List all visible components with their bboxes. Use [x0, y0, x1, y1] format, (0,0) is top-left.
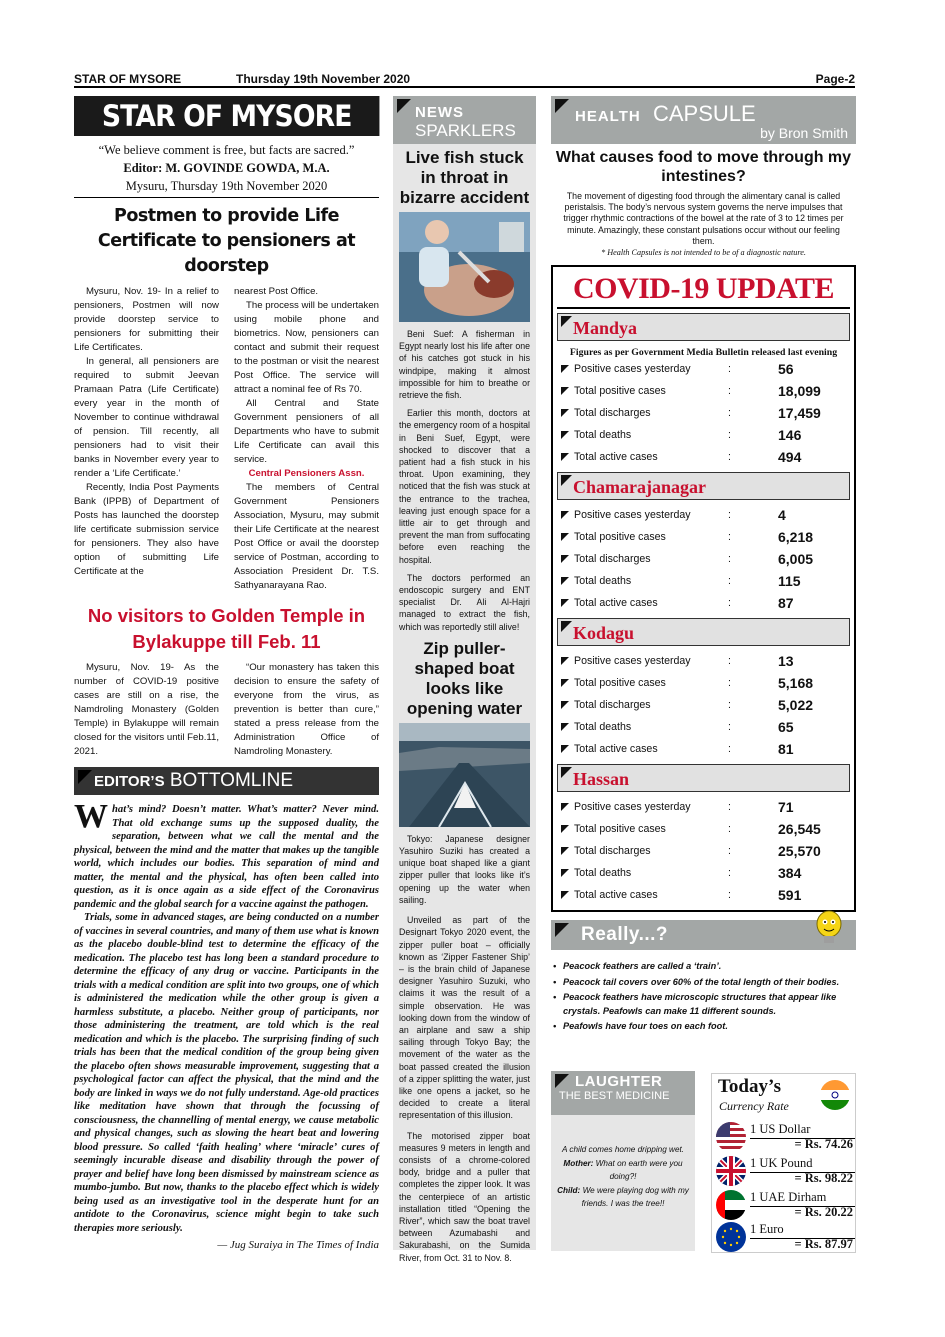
right-column: [551, 96, 856, 1036]
stat-value: 81: [778, 741, 794, 758]
story-paragraph: The doctors performed an endoscopic surgery and ENT specialist Dr. Ali Al-Hajri managed to extract the fish, which was reportedly still alive!: [399, 572, 530, 632]
paper-name: STAR OF MYSORE: [74, 72, 182, 86]
stat-value: 18,099: [778, 383, 821, 400]
stat-value: 71: [778, 799, 794, 816]
stat-colon: :: [728, 743, 731, 756]
sparklers-label-bottom: SPARKLERS: [415, 121, 516, 140]
currency-rate: = Rs. 74.26: [794, 1137, 853, 1151]
stat-value: 65: [778, 719, 794, 736]
triangle-bullet-icon: [561, 869, 569, 877]
story-paragraph: All Central and State Government pensioners of all Departments who have to submit Life Certificate can avail this service.: [234, 398, 379, 465]
fish-surgery-photo: [399, 212, 530, 322]
stat-colon: :: [728, 721, 731, 734]
stat-colon: :: [728, 575, 731, 588]
story-subhead: Central Pensioners Assn.: [248, 468, 365, 479]
district-block: [557, 618, 850, 760]
health-byline: by Bron Smith: [760, 125, 848, 141]
stat-colon: :: [728, 597, 731, 610]
dropcap: W: [74, 798, 108, 835]
stat-value: 13: [778, 653, 794, 670]
eu-flag-icon: [716, 1222, 746, 1252]
joke-speaker: Mother:: [563, 1158, 594, 1168]
triangle-bullet-icon: [561, 723, 569, 731]
currency-name: 1 Euro: [750, 1222, 784, 1236]
triangle-bullet-icon: [561, 453, 569, 461]
laughter-title: LAUGHTER: [575, 1073, 663, 1090]
stat-row: [557, 592, 850, 614]
bottomline-paragraph: Trials, some in advanced stages, are being conducted on a number of vaccines in several countries, and many of them use what is known as the placebo double-blind test to determine the efficacy of the medication. The placebo test has long been a standard procedure to determine the efficacy of any drug or vaccine. Participants in the trials with a medical condition are split into two groups, one of which is administered the medication while the other group is given a harmless substitute, a placebo. Neither group of participants, nor those administering the treatment, are told which is the real medication and which is the placebo. The surprising finding of such trials has been that the medical condition of the group being given the placebo often shows measurable improvement, suggesting that a psychological factor can affect the physical, that the mind and the body are linked in ways we do not fully understand. Age-old practices like meditation have shown that through the focussing of consciousness, the channelling of mental energy, we cause metabolic and physical changes, such as slowing the heart beat and lowering blood pressure. So called ‘faith healing’ where ‘miracle’ cures of seemingly incurable disease and disability through the power of prayer and belief have long been dismissed by mainstream science as mumbo-jumbo. But now, thanks to the placebo effect which is widely being used as an investigative tool in the desperate hunt for an antidote to the Coronavirus, science might begin to take such therapies more seriously.: [74, 912, 379, 1234]
health-label-big: CAPSULE: [653, 101, 756, 126]
currency-rate: = Rs. 20.22: [794, 1205, 853, 1219]
story-paragraph: Recently, India Post Payments Bank (IPPB) of Department of Posts has launched the doorstep life certificate submission service for pensioners. They also have option of submitting Life Certificate at the: [74, 482, 219, 577]
covid-title: COVID-19 UPDATE: [557, 271, 850, 309]
corner-icon: [397, 99, 411, 113]
stat-label: Total positive cases: [574, 531, 666, 544]
stat-colon: :: [728, 655, 731, 668]
stat-value: 25,570: [778, 843, 821, 860]
sparklers-label-top: NEWS: [415, 104, 464, 121]
stat-colon: :: [728, 429, 731, 442]
district-name: [557, 313, 850, 341]
triangle-bullet-icon: [561, 847, 569, 855]
really-header: [551, 920, 856, 950]
stat-row: [557, 716, 850, 738]
covid-update-box: [551, 265, 856, 912]
health-label-small: HEALTH: [575, 108, 641, 125]
list-item: • Peacock feathers have microscopic structures that appear like crystals. Peafowls can make 11 different sounds.: [553, 991, 856, 1018]
laughter-box: [551, 1071, 695, 1251]
stat-row: [557, 380, 850, 402]
corner-icon: [555, 1074, 569, 1088]
stat-value: 146: [778, 427, 802, 444]
currency-title: Today’s: [718, 1076, 782, 1097]
news-sparklers-header: [393, 96, 536, 144]
stat-row: [557, 358, 850, 380]
stat-value: 17,459: [778, 405, 821, 422]
fish-caption: Beni Suef: A fisherman in Egypt nearly lost his life after one of his catches got stuck in his windpipe, making it almost impossible for him to breathe or retrieve the fish.: [399, 329, 530, 401]
district-name: [557, 764, 850, 792]
stat-label: Total discharges: [574, 699, 651, 712]
stat-label: Total active cases: [574, 597, 658, 610]
bulletin-note: Figures as per Government Media Bulletin released last evening: [569, 347, 838, 359]
health-capsule-header: [551, 96, 856, 144]
stat-value: 5,022: [778, 697, 814, 714]
stat-colon: :: [728, 845, 731, 858]
corner-icon: [561, 621, 572, 632]
district-name: [557, 618, 850, 646]
district-name: [557, 472, 850, 500]
stat-row: [557, 526, 850, 548]
district-label: Mandya: [573, 318, 638, 339]
stat-label: Total deaths: [574, 721, 632, 734]
stat-row: [557, 504, 850, 526]
zip-boat-caption: Tokyo: Japanese designer Yasuhiro Suziki has created a unique boat shaped like a giant zipper puller that looks like it’s opening up the water when sailing.: [399, 833, 530, 905]
stat-label: Total discharges: [574, 845, 651, 858]
stat-value: 56: [778, 361, 794, 378]
stat-colon: :: [728, 823, 731, 836]
triangle-bullet-icon: [561, 533, 569, 541]
stat-label: Total discharges: [574, 553, 651, 566]
laughter-header: [551, 1071, 695, 1115]
fish-story-headline: Live fish stuck in throat in bizarre accident: [399, 148, 530, 207]
story-postmen-body: [74, 285, 379, 593]
india-flag-icon: [820, 1080, 850, 1110]
bottomline-credit: — Jug Suraiya in The Times of India: [217, 1239, 379, 1251]
stat-colon: :: [728, 385, 731, 398]
stat-value: 494: [778, 449, 802, 466]
story-paragraph: The process will be undertaken using mobile phone and biometrics. Now, pensioners can contact and submit their request to the postman or visit the nearest Post Office. The service will attract a nominal fee of Rs 70.: [234, 300, 379, 395]
stat-row: [557, 694, 850, 716]
stat-value: 591: [778, 887, 802, 904]
stat-colon: :: [728, 867, 731, 880]
story-paragraph: nearest Post Office.: [234, 286, 319, 297]
stat-value: 4: [778, 507, 786, 524]
story-paragraph: Mysuru, Nov. 19- In a relief to pensioners, Postmen will now provide doorstep service to pensioners for submitting their Life Certificates.: [74, 286, 219, 353]
health-disclaimer: * Health Capsules is not intended to be of a diagnostic nature.: [601, 248, 806, 258]
story-paragraph: “Our monastery has taken this decision to ensure the safety of everyone from the virus, as prevention is better than cure,” stated a press release from the Administration Office of Namdroling Monastery.: [234, 662, 379, 757]
district-block: [557, 764, 850, 906]
stat-row: [557, 884, 850, 906]
currency-row: [712, 1122, 857, 1156]
stat-label: Positive cases yesterday: [574, 655, 691, 668]
triangle-bullet-icon: [561, 679, 569, 687]
news-sparklers-column: [393, 96, 536, 1263]
stat-label: Positive cases yesterday: [574, 509, 691, 522]
stat-label: Total active cases: [574, 889, 658, 902]
triangle-bullet-icon: [561, 577, 569, 585]
laughter-joke: [551, 1115, 695, 1211]
triangle-bullet-icon: [561, 409, 569, 417]
stat-colon: :: [728, 509, 731, 522]
corner-icon: [561, 767, 572, 778]
corner-icon: [561, 475, 572, 486]
health-question: What causes food to move through my intestines?: [555, 149, 852, 185]
story-paragraph: The motorised zipper boat measures 9 meters in length and consists of a chrome-colored body, bridge and a puller that completes the zipper look. It was the centerpiece of an artistic installation titled “Opening the River”, which saw the boat travel between Azumabashi and Sakurabashi, on the Sumida River, from Oct. 31 to Nov. 8.: [399, 1130, 530, 1263]
stat-row: [557, 862, 850, 884]
uk-flag-icon: [716, 1156, 746, 1186]
stat-colon: :: [728, 451, 731, 464]
currency-rate: = Rs. 87.97: [794, 1237, 853, 1251]
triangle-bullet-icon: [561, 387, 569, 395]
stat-label: Total deaths: [574, 867, 632, 880]
really-title: Really...?: [581, 924, 669, 946]
stat-row: [557, 840, 850, 862]
corner-icon: [555, 99, 569, 113]
stat-label: Total positive cases: [574, 677, 666, 690]
story-paragraph: Earlier this month, doctors at the emergency room of a hospital in Beni Suef, Egypt, were shocked to discover that a patient had a fish stuck in his throat. Upon examining, they noticed that the fish was stuck at the entrance to the trachea, leaving just enough space for a little air to get through and prevent the man from suffocating before even reaching the hospital.: [399, 408, 530, 565]
lightbulb-icon: [812, 910, 846, 946]
list-item: • Peacock tail covers over 60% of the total length of their bodies.: [553, 976, 856, 990]
left-column: [74, 96, 379, 1251]
stat-row: [557, 548, 850, 570]
page-header: [74, 70, 855, 88]
story-paragraph: Unveiled as part of the Designart Tokyo 2020 event, the zipper puller boat – officially known as ‘Zipper Fastener Ship’ – is the brain child of Japanese designer Yasuhiro Suzuki, who claims it was the result of a simple observation. He was looking down from the window of an airplane and saw a ship sailing through Tokyo Bay; the movement of the water as the boat passed created the illusion of a zipper splitting the water, just like one opens a jacket, so he decided to create a literal representation of this illusion.: [399, 915, 530, 1121]
stat-row: [557, 402, 850, 424]
story-paragraph: The members of Central Government Pensioners Association, Mysuru, may submit their Life Certificate at the nearest Post Office or avail the doorstep service of Postman, according to Association President Dr. T.S. Sathyanarayana Rao.: [234, 482, 379, 591]
stat-value: 5,168: [778, 675, 814, 692]
issue-date: Thursday 19th November 2020: [236, 72, 411, 86]
story-paragraph: Mysuru, Nov. 19- As the number of COVID-19 positive cases are still on a rise, the Namdroling Monastery (Golden Temple) in Bylakuppe will remain closed for the visitors until Feb.11, 2021.: [74, 662, 219, 757]
stat-label: Positive cases yesterday: [574, 801, 691, 814]
stat-label: Total deaths: [574, 429, 632, 442]
laughter-subtitle: THE BEST MEDICINE: [559, 1090, 670, 1102]
triangle-bullet-icon: [561, 511, 569, 519]
stat-value: 384: [778, 865, 802, 882]
masthead-dateline: Mysuru, Thursday 19th November 2020: [74, 179, 379, 198]
triangle-bullet-icon: [561, 745, 569, 753]
stat-row: [557, 672, 850, 694]
editors-bottomline-header: [74, 767, 379, 795]
joke-line: We were playing dog with my friends. I was the tree!!: [580, 1185, 689, 1208]
bottomline-paragraph: hat’s mind? Doesn’t matter. What’s matter? Never mind. That old exchange sums up the supposed duality, the separation, between what we call the mental and the physical, between the mind and the matter that makes up the tangible world, which includes our bodies. This separation of mind and matter, the mental and the physical, has often been called into question, as it is once again as a side effect of the Coronavirus pandemic and the global search for a vaccine against the pathogen.: [74, 804, 379, 910]
stat-row: [557, 650, 850, 672]
stat-colon: :: [728, 553, 731, 566]
district-label: Hassan: [573, 769, 630, 790]
triangle-bullet-icon: [561, 599, 569, 607]
stat-row: [557, 796, 850, 818]
triangle-bullet-icon: [561, 825, 569, 833]
triangle-bullet-icon: [561, 431, 569, 439]
really-list: [551, 960, 856, 1034]
stat-label: Total active cases: [574, 451, 658, 464]
masthead-editor: Editor: M. GOVINDE GOWDA, M.A.: [123, 161, 330, 175]
triangle-bullet-icon: [561, 657, 569, 665]
stat-value: 26,545: [778, 821, 821, 838]
zip-boat-photo: [399, 723, 530, 827]
corner-icon: [561, 316, 572, 327]
stat-colon: :: [728, 363, 731, 376]
currency-row: [712, 1190, 857, 1224]
district-label: Kodagu: [573, 623, 635, 644]
list-item: • Peafowls have four toes on each foot.: [553, 1020, 856, 1034]
stat-label: Total positive cases: [574, 823, 666, 836]
district-label: Chamarajanagar: [573, 477, 706, 498]
triangle-bullet-icon: [561, 891, 569, 899]
corner-icon: [78, 770, 92, 784]
stat-row: [557, 818, 850, 840]
stat-colon: :: [728, 531, 731, 544]
editors-bottomline-body: [74, 798, 379, 1235]
stat-label: Total discharges: [574, 407, 651, 420]
district-block: [557, 313, 850, 468]
story-golden-temple-body: [74, 661, 379, 759]
zip-boat-headline: Zip puller-shaped boat looks like opening water: [406, 638, 523, 718]
stat-row: [557, 446, 850, 468]
joke-line: What on earth were you doing?!: [593, 1158, 683, 1181]
stat-label: Total deaths: [574, 575, 632, 588]
stat-label: Positive cases yesterday: [574, 363, 691, 376]
triangle-bullet-icon: [561, 555, 569, 563]
stat-label: Total active cases: [574, 743, 658, 756]
bottomline-label-big: BOTTOMLINE: [169, 770, 294, 791]
stat-row: [557, 738, 850, 760]
currency-box: [711, 1073, 856, 1253]
story-postmen-headline: Postmen to provide Life Certificate to pensioners at doorstep: [97, 206, 356, 276]
triangle-bullet-icon: [561, 803, 569, 811]
stat-colon: :: [728, 801, 731, 814]
story-paragraph: In general, all pensioners are required to submit Jeevan Pramaan Patra (Life Certificate) every year in the month of November to continue withdrawal of pension. Till recently, all pensioners had to visit their banks in November every year to render a ‘Life Certificate.’: [74, 356, 219, 479]
corner-icon: [555, 923, 569, 937]
stat-value: 6,218: [778, 529, 814, 546]
page-number: Page-2: [815, 72, 855, 86]
health-answer: The movement of digesting food through the alimentary canal is called peristalsis. The body’s nervous system governs the nerve impulses that trigger rhythmic contractions of the bowel at the rate of 3 to 12 times per minute. Amazingly, these constant pulsations occur without our feeling them.: [563, 191, 844, 246]
currency-name: 1 UK Pound: [750, 1156, 813, 1170]
stat-colon: :: [728, 677, 731, 690]
district-block: [557, 472, 850, 614]
stat-value: 115: [778, 573, 801, 590]
list-item: • Peacock feathers are called a ‘train’.: [553, 960, 856, 974]
stat-colon: :: [728, 889, 731, 902]
uae-flag-icon: [716, 1190, 746, 1220]
masthead-motto: “We believe comment is free, but facts are sacred.”: [98, 143, 355, 157]
currency-name: 1 US Dollar: [750, 1122, 811, 1136]
bottomline-label-small: EDITOR’S: [94, 773, 165, 790]
stat-value: 6,005: [778, 551, 814, 568]
us-flag-icon: [716, 1122, 746, 1152]
currency-row: [712, 1222, 857, 1256]
triangle-bullet-icon: [561, 701, 569, 709]
stat-row: [557, 424, 850, 446]
currency-name: 1 UAE Dirham: [750, 1190, 827, 1204]
currency-rate: = Rs. 98.22: [794, 1171, 853, 1185]
stat-colon: :: [728, 407, 731, 420]
masthead-title: STAR OF MYSORE: [74, 96, 379, 136]
stat-label: Total positive cases: [574, 385, 666, 398]
joke-line: A child comes home dripping wet.: [561, 1145, 685, 1154]
stat-colon: :: [728, 699, 731, 712]
currency-row: [712, 1156, 857, 1190]
stat-row: [557, 570, 850, 592]
joke-speaker: Child:: [557, 1185, 581, 1195]
story-golden-temple-headline: No visitors to Golden Temple in Bylakuppe till Feb. 11: [87, 605, 366, 652]
triangle-bullet-icon: [561, 365, 569, 373]
stat-value: 87: [778, 595, 794, 612]
currency-subtitle: Currency Rate: [719, 1099, 789, 1113]
